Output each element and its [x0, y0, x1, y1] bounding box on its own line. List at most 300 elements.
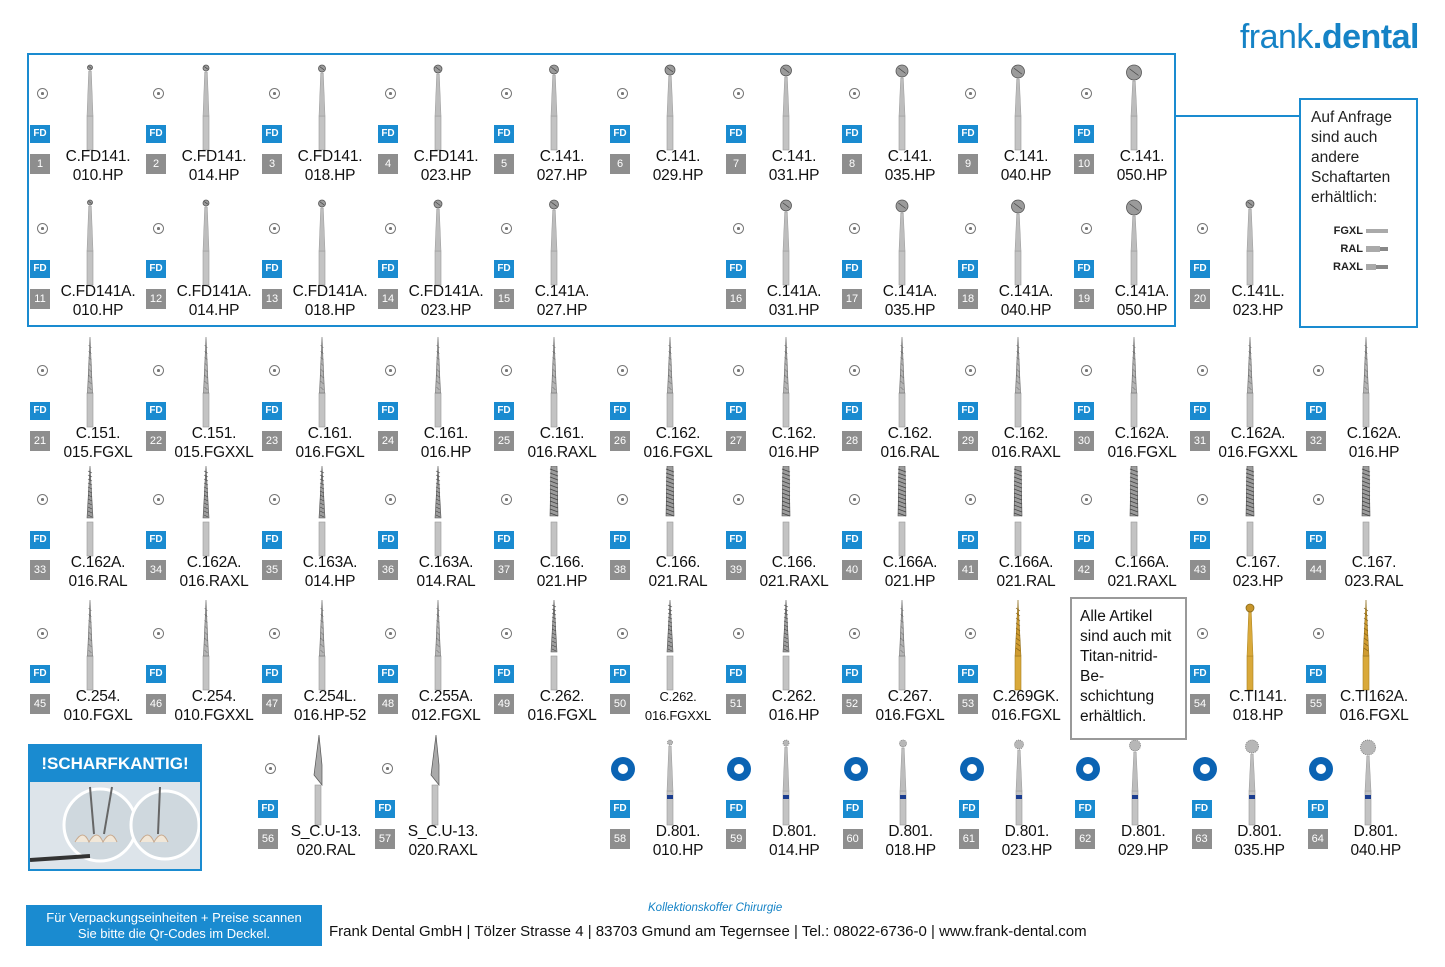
qr-code-icon: [849, 365, 860, 376]
item-code-line1: C.254L.: [303, 688, 357, 705]
fd-badge: FD: [843, 800, 863, 818]
qr-code-icon: [153, 494, 164, 505]
item-code-line2: 035.HP: [884, 167, 936, 184]
item-code-line1: C.151.: [75, 425, 121, 442]
item-code-line2: 040.HP: [1350, 842, 1402, 859]
item-code: [861, 822, 961, 860]
bur-icon: [1240, 735, 1264, 832]
bur-item-39: [724, 466, 840, 600]
item-code-line1: C.162.: [887, 425, 933, 442]
item-code-line2: 015.FGXXL: [174, 444, 254, 461]
qr-code-icon: [37, 628, 48, 639]
bur-icon: [890, 195, 914, 292]
item-number: 62: [1075, 829, 1095, 849]
item-code-line1: C.FD141A.: [60, 283, 136, 300]
qr-code-icon: [265, 763, 276, 774]
item-code-line2: 023.HP: [420, 167, 472, 184]
qr-code-icon: [1193, 757, 1217, 781]
bur-icon: [1006, 337, 1030, 434]
item-number: 39: [726, 560, 746, 580]
bur-icon: [774, 600, 798, 697]
item-number: 5: [494, 154, 514, 174]
item-code-line2: 029.HP: [652, 167, 704, 184]
item-code: [860, 282, 960, 320]
fd-badge: FD: [262, 125, 282, 143]
bur-item-46: [144, 600, 260, 734]
item-code: [393, 822, 493, 860]
item-code-line1: C.162.: [1003, 425, 1049, 442]
qr-code-icon: [960, 757, 984, 781]
item-code: [48, 424, 148, 462]
item-code-line1: C.166.: [771, 554, 817, 571]
item-number: 53: [958, 694, 978, 714]
item-code-line1: D.801.: [1353, 823, 1399, 840]
bur-item-55: [1304, 600, 1420, 734]
item-code-line1: C.FD141.: [65, 148, 131, 165]
fd-badge: FD: [262, 665, 282, 683]
item-code-line1: C.FD141.: [413, 148, 479, 165]
bur-item-23: [260, 337, 376, 471]
bur-item-19: [1072, 195, 1188, 329]
item-code-line2: 023.RAL: [1344, 573, 1404, 590]
item-code-line2: 023.HP: [1001, 842, 1053, 859]
bur-item-48: [376, 600, 492, 734]
item-code: [1324, 687, 1424, 725]
item-code-line2: 010.HP: [652, 842, 704, 859]
item-code-line2: 012.FGXL: [411, 707, 481, 724]
fd-badge: FD: [610, 402, 630, 420]
bur-icon: [1354, 466, 1378, 563]
item-number: 15: [494, 289, 514, 309]
item-number: 2: [146, 154, 166, 174]
bur-icon: [1238, 195, 1262, 292]
qr-code-icon: [965, 365, 976, 376]
item-code-line2: 020.RAXL: [408, 842, 478, 859]
bur-icon: [423, 735, 447, 832]
qr-code-icon: [1197, 365, 1208, 376]
qr-code-icon: [1076, 757, 1100, 781]
bur-item-1: [28, 60, 144, 194]
item-number: 38: [610, 560, 630, 580]
item-number: 21: [30, 431, 50, 451]
fd-badge: FD: [958, 125, 978, 143]
item-code: [396, 687, 496, 725]
item-number: 60: [843, 829, 863, 849]
bur-item-32: [1304, 337, 1420, 471]
bur-icon: [426, 195, 450, 292]
qr-code-icon: [733, 88, 744, 99]
qr-code-icon: [1313, 365, 1324, 376]
fd-badge: FD: [958, 402, 978, 420]
fd-badge: FD: [959, 800, 979, 818]
bur-icon: [78, 195, 102, 292]
fd-badge: FD: [1074, 125, 1094, 143]
fd-badge: FD: [1306, 531, 1326, 549]
bur-item-38: [608, 466, 724, 600]
qr-code-icon: [501, 494, 512, 505]
qr-code-icon: [501, 223, 512, 234]
shank-raxl: RAXL: [1311, 258, 1388, 276]
fd-badge: FD: [958, 665, 978, 683]
bur-item-62: [1073, 735, 1189, 869]
item-code: [628, 687, 728, 725]
item-number: 31: [1190, 431, 1210, 451]
fd-badge: FD: [1190, 531, 1210, 549]
item-code: [860, 424, 960, 462]
item-number: 51: [726, 694, 746, 714]
fd-badge: FD: [1306, 402, 1326, 420]
warning-illustration: [30, 782, 200, 869]
item-code: [48, 553, 148, 591]
item-code-line1: C.161.: [539, 425, 585, 442]
item-code: [1208, 424, 1308, 462]
bur-icon: [1238, 600, 1262, 697]
item-code: [512, 424, 612, 462]
item-code-line2: 016.HP: [768, 707, 820, 724]
item-code-line2: 035.HP: [1234, 842, 1285, 859]
fd-badge: FD: [494, 125, 514, 143]
bur-item-58: [608, 735, 724, 869]
bur-icon: [1006, 466, 1030, 563]
item-number: 44: [1306, 560, 1326, 580]
qr-code-icon: [153, 223, 164, 234]
bur-icon: [774, 60, 798, 157]
item-code: [1208, 282, 1308, 320]
bur-icon: [310, 60, 334, 157]
item-code-line2: 027.HP: [536, 167, 588, 184]
bur-item-18: [956, 195, 1072, 329]
fd-badge: FD: [726, 531, 746, 549]
fd-badge: FD: [146, 402, 166, 420]
bur-item-47: [260, 600, 376, 734]
item-number: 18: [958, 289, 978, 309]
item-code: [1324, 424, 1424, 462]
fd-badge: FD: [842, 665, 862, 683]
item-code: [976, 553, 1076, 591]
bur-icon: [774, 195, 798, 292]
bur-item-45: [28, 600, 144, 734]
item-number: 6: [610, 154, 630, 174]
item-code: [1092, 147, 1192, 185]
bur-icon: [426, 466, 450, 563]
item-code-line1: D.801.: [1004, 823, 1050, 840]
fd-badge: FD: [30, 531, 50, 549]
item-code-line1: C.255A.: [418, 688, 474, 705]
item-number: 26: [610, 431, 630, 451]
bur-icon: [78, 337, 102, 434]
bur-item-34: [144, 466, 260, 600]
qr-code-icon: [733, 494, 744, 505]
bur-icon: [78, 466, 102, 563]
fd-badge: FD: [726, 260, 746, 278]
item-code: [280, 282, 380, 320]
qr-code-icon: [849, 223, 860, 234]
fd-badge: FD: [726, 402, 746, 420]
item-code-line1: C.141A.: [766, 283, 822, 300]
item-code-line1: C.254.: [75, 688, 121, 705]
bur-icon: [542, 600, 566, 697]
item-code-line2: 023.HP: [1232, 573, 1284, 590]
bur-icon: [1006, 195, 1030, 292]
item-number: 23: [262, 431, 282, 451]
qr-code-icon: [37, 365, 48, 376]
item-code-line1: C.162.: [771, 425, 817, 442]
item-code-line2: 020.RAL: [296, 842, 356, 859]
item-code-line1: C.262.: [771, 688, 817, 705]
qr-code-icon: [1313, 494, 1324, 505]
item-code-line1: D.801.: [888, 823, 933, 840]
item-code-line1: C.162A.: [1114, 425, 1170, 442]
qr-code-icon: [849, 628, 860, 639]
item-number: 13: [262, 289, 282, 309]
fd-badge: FD: [842, 260, 862, 278]
item-code: [628, 424, 728, 462]
item-code-line2: 031.HP: [768, 302, 820, 319]
item-code: [164, 687, 264, 725]
item-code-line2: 016.RAXL: [991, 444, 1061, 461]
item-number: 40: [842, 560, 862, 580]
item-code-line1: C.141.: [1119, 148, 1165, 165]
item-number: 8: [842, 154, 862, 174]
frame-connector-line: [1176, 115, 1300, 117]
item-code: [976, 147, 1076, 185]
bur-item-33: [28, 466, 144, 600]
item-code-line1: C.254.: [191, 688, 237, 705]
item-code-line1: C.141A.: [1114, 283, 1170, 300]
bur-item-10: [1072, 60, 1188, 194]
item-code: [628, 822, 728, 860]
bur-icon: [78, 600, 102, 697]
item-code-line2: 010.FGXL: [63, 707, 133, 724]
fd-badge: FD: [726, 125, 746, 143]
bur-icon: [194, 600, 218, 697]
qr-code-icon: [153, 628, 164, 639]
item-number: 16: [726, 289, 746, 309]
bur-item-16: [724, 195, 840, 329]
bur-item-13: [260, 195, 376, 329]
item-code: [976, 687, 1076, 725]
item-code-line2: 014.HP: [304, 573, 356, 590]
qr-code-icon: [733, 365, 744, 376]
item-code-line2: 016.HP: [420, 444, 472, 461]
bur-item-50: [608, 600, 724, 734]
shank-fgxl: FGXL: [1311, 222, 1388, 240]
fd-badge: FD: [610, 665, 630, 683]
bur-icon: [306, 735, 330, 832]
item-number: 35: [262, 560, 282, 580]
qr-code-icon: [844, 757, 868, 781]
bur-icon: [1122, 337, 1146, 434]
item-number: 58: [610, 829, 630, 849]
fd-badge: FD: [30, 260, 50, 278]
bur-icon: [1123, 735, 1147, 832]
item-code-line1: C.TI141.: [1229, 688, 1287, 705]
item-code-line1: S_C.U-13.: [407, 823, 479, 840]
fd-badge: FD: [610, 800, 630, 818]
bur-icon: [658, 466, 682, 563]
fd-badge: FD: [842, 402, 862, 420]
item-number: 42: [1074, 560, 1094, 580]
bur-icon: [1006, 600, 1030, 697]
fd-badge: FD: [726, 800, 746, 818]
item-number: 24: [378, 431, 398, 451]
item-number: 27: [726, 431, 746, 451]
item-code-line2: 016.RAL: [880, 444, 940, 461]
qr-code-icon: [385, 88, 396, 99]
fd-badge: FD: [958, 260, 978, 278]
qr-code-icon: [382, 763, 393, 774]
fd-badge: FD: [378, 125, 398, 143]
qr-code-icon: [269, 88, 280, 99]
bur-item-64: [1306, 735, 1422, 869]
qr-code-icon: [269, 365, 280, 376]
bur-icon: [1356, 735, 1380, 832]
item-code: [744, 282, 844, 320]
item-code-line1: C.141A.: [882, 283, 938, 300]
item-code: [396, 553, 496, 591]
item-code: [1208, 553, 1308, 591]
fd-badge: FD: [610, 531, 630, 549]
bur-icon: [890, 600, 914, 697]
item-code-line1: C.141.: [539, 148, 585, 165]
bur-item-35: [260, 466, 376, 600]
item-code: [1326, 822, 1426, 860]
fd-badge: FD: [258, 800, 278, 818]
item-code-line1: C.FD141.: [181, 148, 247, 165]
item-code-line2: 016.RAXL: [179, 573, 249, 590]
shank-info-box: [1299, 98, 1418, 328]
item-code: [280, 687, 380, 725]
qr-code-icon: [727, 757, 751, 781]
bur-item-29: [956, 337, 1072, 471]
item-code-line1: C.FD141A.: [408, 283, 484, 300]
item-code: [977, 822, 1077, 860]
item-code-line1: C.167.: [1235, 554, 1281, 571]
item-code-line1: D.801.: [772, 823, 817, 840]
item-code-line2: 018.HP: [304, 167, 356, 184]
item-code: [976, 282, 1076, 320]
item-code-line2: 016.FGXL: [1339, 707, 1409, 724]
item-code: [744, 687, 844, 725]
bur-item-11: [28, 195, 144, 329]
fd-badge: FD: [494, 531, 514, 549]
bur-item-6: [608, 60, 724, 194]
bur-item-63: [1190, 735, 1306, 869]
item-code-line2: 014.HP: [188, 302, 240, 319]
qr-code-icon: [385, 628, 396, 639]
bur-icon: [774, 466, 798, 563]
item-code-line2: 016.FGXL: [1107, 444, 1177, 461]
qr-code-icon: [611, 757, 635, 781]
fd-badge: FD: [30, 125, 50, 143]
item-code-line1: C.269GK.: [992, 688, 1060, 705]
item-code-line1: C.166A.: [882, 554, 938, 571]
fd-badge: FD: [610, 125, 630, 143]
bur-item-52: [840, 600, 956, 734]
item-code: [396, 282, 496, 320]
qr-code-icon: [849, 494, 860, 505]
item-number: 19: [1074, 289, 1094, 309]
qr-code-icon: [617, 365, 628, 376]
bur-icon: [426, 337, 450, 434]
item-code-line2: 018.HP: [1232, 707, 1284, 724]
bur-icon: [890, 337, 914, 434]
item-code-line1: C.141.: [1003, 148, 1049, 165]
item-number: 20: [1190, 289, 1210, 309]
bur-icon: [1122, 60, 1146, 157]
item-code-line1: C.162A.: [1346, 425, 1402, 442]
bur-icon: [194, 60, 218, 157]
item-code-line2: 010.HP: [72, 302, 124, 319]
qr-code-icon: [617, 494, 628, 505]
item-code-line2: 016.FGXXL: [644, 708, 712, 723]
qr-code-icon: [1081, 223, 1092, 234]
item-number: 29: [958, 431, 978, 451]
bur-item-8: [840, 60, 956, 194]
fd-badge: FD: [958, 531, 978, 549]
item-code: [164, 553, 264, 591]
item-code: [1092, 424, 1192, 462]
bur-item-7: [724, 60, 840, 194]
item-code-line1: C.141A.: [534, 283, 590, 300]
bur-item-21: [28, 337, 144, 471]
item-code-line1: D.801.: [655, 823, 701, 840]
item-code-line1: C.141.: [887, 148, 933, 165]
item-code: [1324, 553, 1424, 591]
bur-icon: [658, 600, 682, 697]
qr-code-icon: [733, 628, 744, 639]
item-code-line2: 021.HP: [536, 573, 588, 590]
collection-subtitle: Kollektionskoffer Chirurgie: [648, 902, 783, 914]
fd-badge: FD: [1075, 800, 1095, 818]
qr-code-icon: [617, 88, 628, 99]
item-code-line2: 016.FGXL: [875, 707, 945, 724]
item-code-line1: C.166.: [655, 554, 701, 571]
item-number: 50: [610, 694, 630, 714]
bur-icon: [542, 195, 566, 292]
item-code-line2: 023.HP: [420, 302, 472, 319]
item-code-line1: C.262.: [539, 688, 585, 705]
item-code-line2: 016.HP: [1348, 444, 1400, 461]
qr-code-icon: [965, 223, 976, 234]
fd-badge: FD: [1190, 402, 1210, 420]
qr-code-icon: [269, 223, 280, 234]
item-code-line2: 050.HP: [1116, 302, 1168, 319]
bur-icon: [1354, 337, 1378, 434]
item-code-line1: C.FD141.: [297, 148, 363, 165]
bur-icon: [1122, 466, 1146, 563]
bur-icon: [1354, 600, 1378, 697]
fd-badge: FD: [30, 665, 50, 683]
bur-icon: [542, 337, 566, 434]
item-number: 28: [842, 431, 862, 451]
bur-icon: [1238, 337, 1262, 434]
item-code-line2: 010.FGXXL: [174, 707, 254, 724]
item-code: [48, 282, 148, 320]
item-code: [744, 553, 844, 591]
bur-item-53: [956, 600, 1072, 734]
item-code: [860, 687, 960, 725]
bur-item-22: [144, 337, 260, 471]
item-code-line1: C.163A.: [302, 554, 358, 571]
bur-item-57: [373, 735, 489, 869]
bur-icon: [774, 735, 798, 832]
item-code: [1208, 687, 1308, 725]
titanium-coating-note: Alle Artikel sind auch mit Titan-nitrid-Be-schichtung erhältlich.: [1070, 597, 1187, 740]
fd-badge: FD: [842, 531, 862, 549]
item-code-line2: 016.FGXL: [295, 444, 365, 461]
bur-item-54: [1188, 600, 1304, 734]
